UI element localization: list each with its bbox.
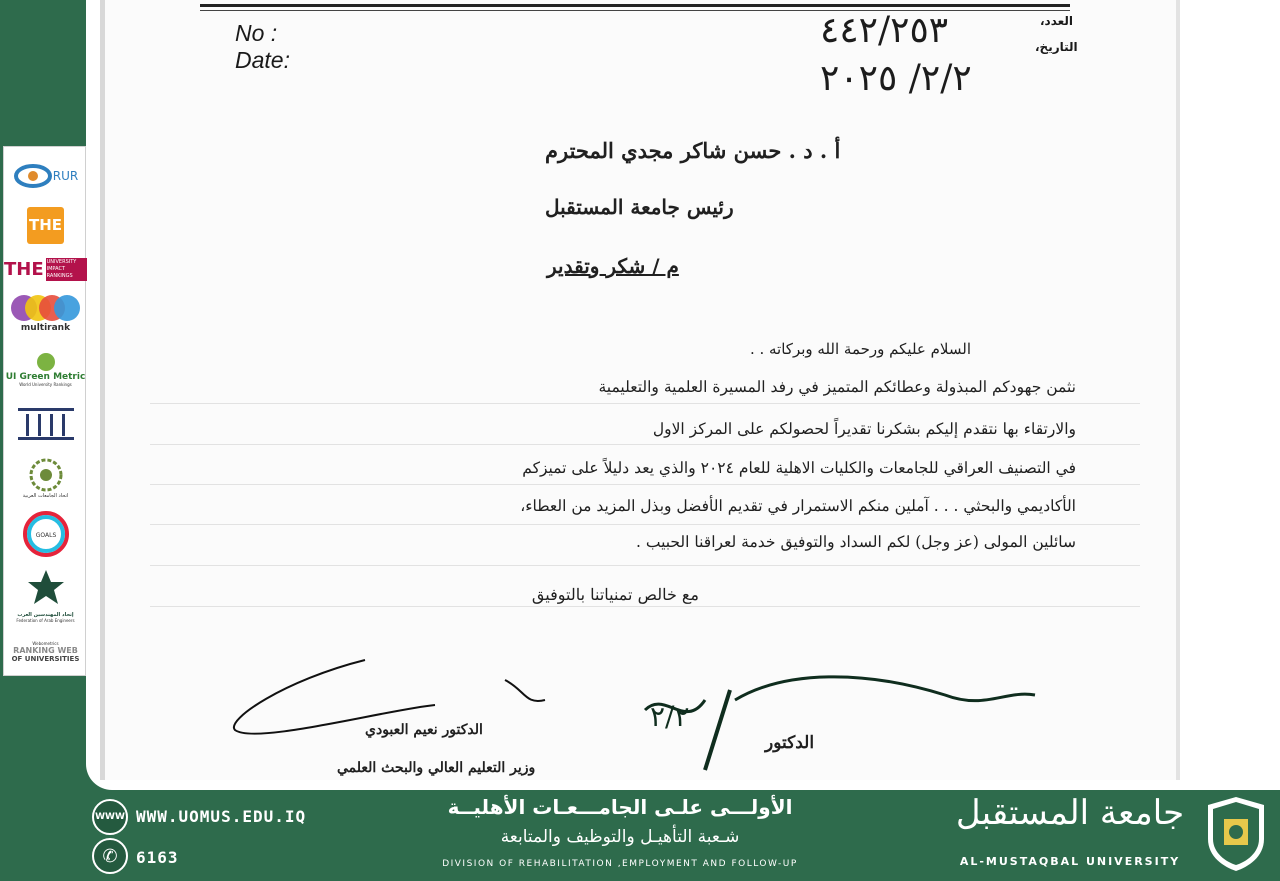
letter-subject: م / شكر وتقدير: [547, 254, 679, 278]
scan-line: [150, 444, 1140, 445]
arab-engineers-logo: إتحاد المهندسين العرب Federation of Arab Engineers: [4, 565, 87, 625]
multirank-logo: multirank: [4, 291, 87, 335]
the-logo: THE: [4, 203, 87, 247]
left-signatory-name: الدكتور نعيم العبودي: [365, 722, 483, 738]
handwritten-mark: ٢/٢: [650, 700, 690, 733]
scan-line: [150, 484, 1140, 485]
header-rule: [200, 4, 1070, 7]
university-name-arabic: جامعة المستقبل: [955, 793, 1185, 833]
closing: مع خالص تمنياتنا بالتوفيق: [531, 585, 699, 604]
university-name-english: AL-MUSTAQBAL UNIVERSITY: [959, 855, 1181, 868]
body-line-5: سائلين المولى (عز وجل) لكم السداد والتوفيق خدمة لعراقنا الحبيب .: [636, 533, 1076, 551]
greenmetric-logo: UI Green Metric World University Rankings: [4, 343, 87, 395]
footer: [0, 790, 1280, 881]
arabic-no-label: العدد،: [1040, 14, 1074, 28]
arabic-date-label: التاريخ،: [1035, 40, 1078, 54]
the-impact-logo: THE UNIVERSITY IMPACT RANKINGS: [4, 251, 87, 287]
body-line-1: نثمن جهودكم المبذولة وعطائكم المتميز في رفد المسيرة العلمية والتعليمية: [598, 378, 1076, 396]
scan-line: [150, 403, 1140, 404]
scan-line: [150, 524, 1140, 525]
letter-date: ٢/٢/ ٢٠٢٥: [820, 58, 972, 99]
footer-subhead: شـعبة التأهيـل والتوظيف والمتابعة: [500, 827, 740, 847]
recipient-name: أ . د . حسن شاكر مجدي المحترم: [545, 138, 841, 163]
web-icon: WWW: [92, 799, 128, 835]
phone-text: 6163: [136, 848, 179, 867]
sdg-goals-logo: [4, 509, 87, 559]
recipient-title: رئيس جامعة المستقبل: [545, 195, 734, 219]
body-line-4: الأكاديمي والبحثي . . . آملين منكم الاستمرار في تقديم الأفضل وبذل المزيد من العطاء،: [520, 497, 1076, 515]
rur-logo: RUR: [4, 153, 87, 199]
body-line-3: في التصنيف العراقي للجامعات والكليات الاهلية للعام ٢٠٢٤ والذي يعد دليلاً على تميزكم: [522, 459, 1076, 477]
webometrics-logo: Webometrics RANKING WEB OF UNIVERSITIES: [11, 641, 80, 663]
arab-universities-logo: اتحاد الجامعات العربية: [4, 453, 87, 503]
svg-text:GOALS: GOALS: [35, 532, 56, 539]
left-signatory-title: وزير التعليم العالي والبحث العلمي: [337, 760, 536, 776]
phone-icon: ✆: [92, 838, 128, 874]
no-label: No :: [235, 20, 278, 46]
pillars-logo: [4, 403, 87, 445]
footer-headline: الأولـــى علـى الجامـــعـات الأهليــة: [447, 795, 793, 819]
letter-number: ٤٤٢/٢٥٣: [820, 10, 949, 51]
footer-division: DIVISION OF REHABILITATION ,EMPLOYMENT AND FOLLOW-UP: [442, 859, 798, 869]
date-label: Date:: [235, 47, 290, 73]
right-signatory-title: الدكتور: [765, 733, 815, 753]
scan-line: [150, 606, 1140, 607]
greeting: السلام عليكم ورحمة الله وبركاته . .: [749, 340, 971, 358]
website-text[interactable]: WWW.UOMUS.EDU.IQ: [136, 807, 307, 826]
university-crest-icon: [1204, 795, 1268, 873]
rankings-panel: [3, 146, 86, 676]
body-line-2: والارتقاء بها نتقدم إليكم بشكرنا تقديراً لحصولكم على المركز الاول: [652, 420, 1076, 438]
scanned-letter: [100, 0, 1180, 780]
scan-line: [150, 565, 1140, 566]
